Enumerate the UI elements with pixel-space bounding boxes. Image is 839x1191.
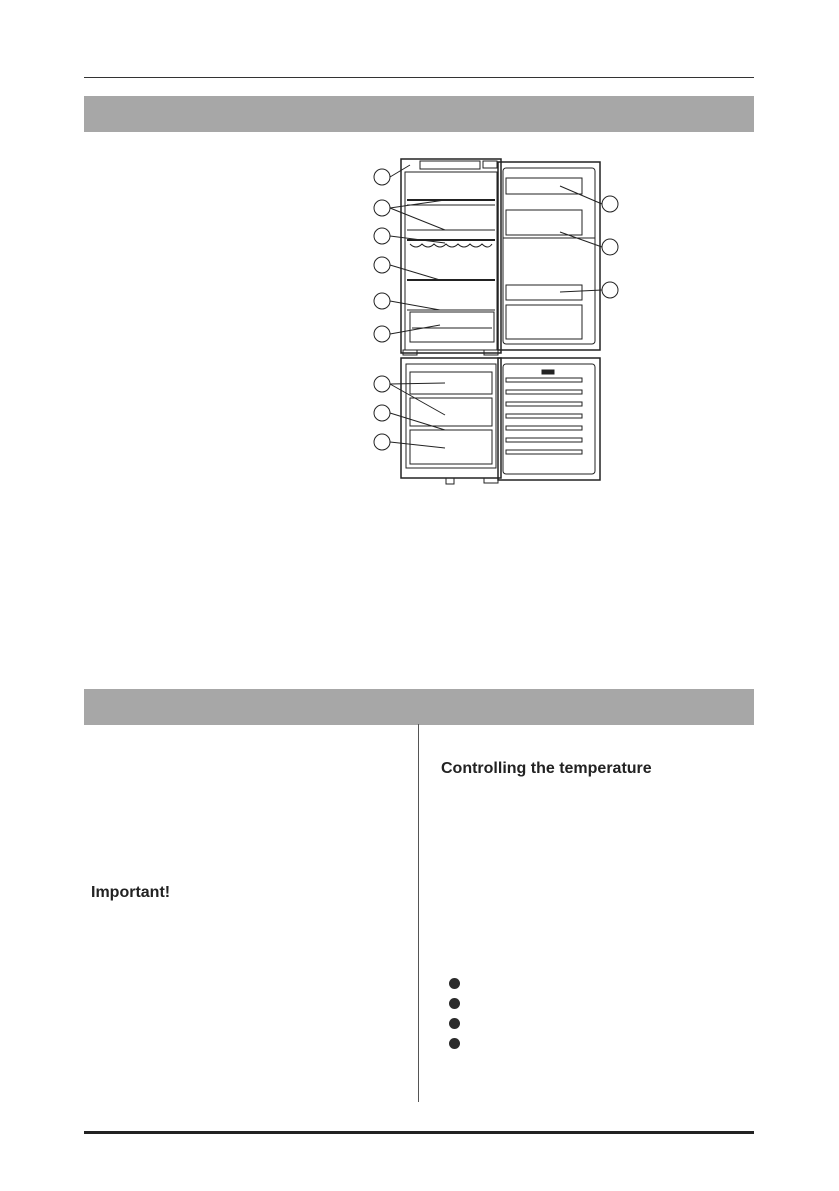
- freezer-door: [498, 358, 600, 480]
- bullet-point: [449, 1038, 460, 1049]
- important-heading: Important!: [91, 884, 171, 901]
- fridge-freezer-diagram: [360, 150, 640, 490]
- crisper-drawer: [410, 312, 494, 342]
- fridge-door: [498, 162, 600, 350]
- column-divider: [418, 724, 419, 1102]
- bullet-point: [449, 1018, 460, 1029]
- bullet-point: [449, 998, 460, 1009]
- callout-left-5: [374, 293, 440, 310]
- door-shelf-2: [506, 210, 582, 235]
- fridge-cabinet: [401, 159, 501, 353]
- freezer-drawer-3: [410, 430, 492, 464]
- door-shelf-1: [506, 178, 582, 194]
- freezer-cabinet: [401, 358, 501, 478]
- section-header-bar-description: [84, 96, 754, 132]
- callout-right-2: [560, 232, 618, 255]
- wine-rack: [410, 244, 492, 247]
- control-panel: [420, 161, 480, 169]
- footer-rule: [84, 1131, 754, 1134]
- header-rule: [84, 77, 754, 78]
- callout-right-1: [560, 186, 618, 212]
- door-shelf-3: [506, 285, 582, 300]
- bullet-point: [449, 978, 460, 989]
- callout-left-4: [374, 257, 440, 280]
- controlling-temperature-heading: Controlling the temperature: [441, 760, 652, 777]
- callout-right-3: [560, 282, 618, 298]
- section-header-bar-operation: [84, 689, 754, 725]
